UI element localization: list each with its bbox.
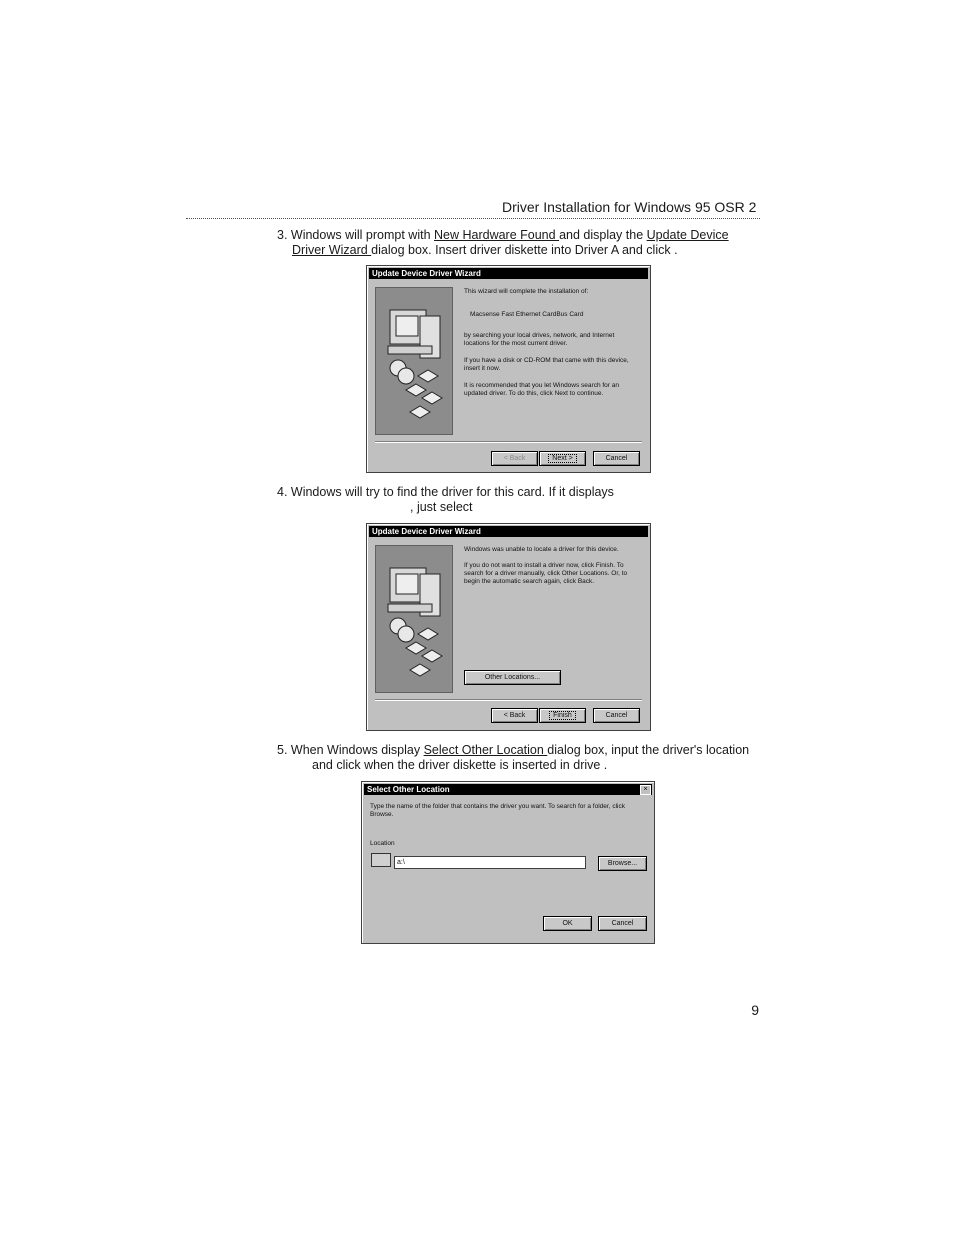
browse-button[interactable] [598, 856, 647, 871]
cancel-button-label: Cancel [605, 455, 628, 462]
step-5-line-1 [277, 743, 749, 758]
wizard-text-8: updated driver. To do this, click Next to continue. [464, 390, 604, 397]
dialog-title: Select Other Location [364, 784, 652, 795]
computer-disks-icon [376, 288, 452, 434]
location-label: Location [370, 840, 395, 847]
wizard-text-5: If you have a disk or CD-ROM that came with this device, [464, 357, 629, 364]
cancel-button[interactable] [593, 451, 640, 466]
back-button[interactable] [491, 708, 538, 723]
update-driver-wizard-dialog-2 [366, 523, 651, 731]
ok-button-label: OK [562, 920, 573, 927]
wizard-text-1: Windows was unable to locate a driver for this device. [464, 546, 619, 553]
back-button[interactable] [491, 451, 538, 466]
select-other-location-ref: Select Other Location [423, 743, 548, 757]
location-input[interactable]: a:\ [394, 856, 586, 869]
finish-button[interactable] [539, 708, 586, 723]
cancel-button[interactable] [593, 708, 640, 723]
header-rule [186, 218, 760, 219]
wizard-text-4: begin the automatic search again, click Back. [464, 578, 595, 585]
step-3-line-1 [277, 228, 729, 243]
dialog-separator [375, 699, 642, 701]
next-button[interactable] [539, 451, 586, 466]
cancel-button-label: Cancel [605, 712, 628, 719]
ok-button[interactable] [543, 916, 592, 931]
step-4-line-2: , just select [410, 500, 473, 514]
wizard-text-3: search for a driver manually, click Other Locations. Or, to [464, 570, 628, 577]
select-other-location-dialog [361, 781, 655, 944]
wizard-text-3: by searching your local drives, network, and Internet [464, 332, 615, 339]
step-3-text-end: dialog box. Insert driver diskette into Driver A and click . [371, 243, 678, 257]
instruction-line-2: Browse. [370, 811, 394, 818]
step-5-text-end: dialog box, input the driver's location [547, 743, 750, 757]
wizard-text-2: If you do not want to install a driver now, click Finish. To [464, 562, 624, 569]
step-5-text: 5. When Windows display [277, 743, 424, 757]
other-locations-button[interactable] [464, 670, 561, 685]
page-number: 9 [751, 1002, 759, 1018]
page-header: Driver Installation for Windows 95 OSR 2 [502, 199, 757, 215]
step-3-line-2 [292, 243, 678, 258]
instruction-line-1: Type the name of the folder that contains the driver you want. To search for a folder, click [370, 803, 625, 810]
new-hardware-found-ref: New Hardware Found [434, 228, 560, 242]
wizard-side-image [375, 287, 453, 435]
back-button-label: < Back [503, 455, 526, 462]
update-driver-wizard-dialog-1 [366, 265, 651, 473]
wizard-text-4: locations for the most current driver. [464, 340, 568, 347]
other-locations-label: Other Locations... [484, 674, 541, 681]
close-icon[interactable]: × [640, 785, 651, 795]
wizard-side-image [375, 545, 453, 693]
cancel-button[interactable] [598, 916, 647, 931]
computer-disks-icon [376, 546, 452, 692]
dialog-separator [375, 441, 642, 443]
wizard-text-7: It is recommended that you let Windows search for an [464, 382, 619, 389]
dialog-title: Update Device Driver Wizard [369, 268, 648, 279]
step-4-line-1: 4. Windows will try to find the driver for this card. If it displays [277, 485, 614, 499]
step-5-line-2: and click when the driver diskette is inserted in drive . [312, 758, 608, 772]
step-3-text: 3. Windows will prompt with [277, 228, 434, 242]
wizard-text-6: insert it now. [464, 365, 501, 372]
driver-wizard-ref: Driver Wizard [292, 243, 372, 257]
device-name: Macsense Fast Ethernet CardBus Card [470, 311, 584, 318]
update-device-ref: Update Device [646, 228, 729, 242]
back-button-label: < Back [503, 712, 526, 719]
step-3-text-mid: and display the [559, 228, 647, 242]
dialog-title: Update Device Driver Wizard [369, 526, 648, 537]
folder-icon [371, 853, 391, 867]
finish-button-label: Finish [550, 712, 575, 719]
browse-button-label: Browse... [607, 860, 638, 867]
next-button-label: Next > [549, 455, 575, 462]
cancel-button-label: Cancel [611, 920, 634, 927]
wizard-text-1: This wizard will complete the installation of: [464, 288, 589, 295]
